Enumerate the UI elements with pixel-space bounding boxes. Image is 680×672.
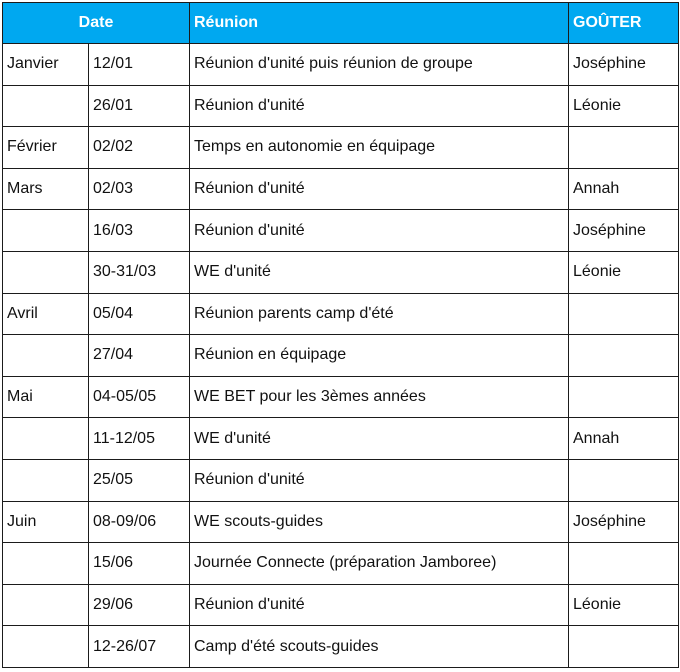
gouter-cell: Léonie (569, 584, 679, 626)
event-cell: Réunion en équipage (190, 335, 569, 377)
date-cell: 12/01 (89, 44, 190, 86)
gouter-cell (569, 543, 679, 585)
month-cell (3, 251, 89, 293)
event-cell: Réunion d'unité (190, 459, 569, 501)
table-row (3, 418, 679, 460)
event-cell: Réunion parents camp d'été (190, 293, 569, 335)
date-cell: 08-09/06 (89, 501, 190, 543)
month-cell: Février (3, 127, 89, 169)
event-cell: WE BET pour les 3èmes années (190, 376, 569, 418)
table-row (3, 293, 679, 335)
event-cell: Journée Connecte (préparation Jamboree) (190, 543, 569, 585)
table-row (3, 543, 679, 585)
date-cell: 27/04 (89, 335, 190, 377)
header-reunion: Réunion (190, 3, 569, 44)
gouter-cell: Annah (569, 168, 679, 210)
event-cell: Temps en autonomie en équipage (190, 127, 569, 169)
table-row (3, 335, 679, 377)
gouter-cell: Léonie (569, 251, 679, 293)
event-cell: Réunion d'unité (190, 168, 569, 210)
date-cell: 11-12/05 (89, 418, 190, 460)
month-cell (3, 459, 89, 501)
table-row (3, 626, 679, 668)
table-row (3, 85, 679, 127)
month-cell: Mars (3, 168, 89, 210)
table-row (3, 376, 679, 418)
date-cell: 02/02 (89, 127, 190, 169)
month-cell (3, 335, 89, 377)
event-cell: WE d'unité (190, 251, 569, 293)
date-cell: 02/03 (89, 168, 190, 210)
event-cell: Réunion d'unité (190, 210, 569, 252)
schedule-container (2, 2, 679, 668)
table-row (3, 584, 679, 626)
month-cell: Avril (3, 293, 89, 335)
gouter-cell (569, 626, 679, 668)
month-cell: Janvier (3, 44, 89, 86)
table-row (3, 459, 679, 501)
table-row (3, 168, 679, 210)
event-cell: Réunion d'unité puis réunion de groupe (190, 44, 569, 86)
date-cell: 25/05 (89, 459, 190, 501)
month-cell (3, 543, 89, 585)
gouter-cell (569, 127, 679, 169)
gouter-cell: Joséphine (569, 44, 679, 86)
event-cell: WE d'unité (190, 418, 569, 460)
date-cell: 16/03 (89, 210, 190, 252)
gouter-cell (569, 459, 679, 501)
table-row (3, 210, 679, 252)
month-cell: Juin (3, 501, 89, 543)
date-cell: 15/06 (89, 543, 190, 585)
month-cell (3, 584, 89, 626)
header-date: Date (3, 3, 190, 44)
month-cell (3, 210, 89, 252)
gouter-cell (569, 376, 679, 418)
event-cell: WE scouts-guides (190, 501, 569, 543)
month-cell (3, 626, 89, 668)
date-cell: 29/06 (89, 584, 190, 626)
gouter-cell: Joséphine (569, 501, 679, 543)
header-row (3, 3, 679, 44)
table-row (3, 501, 679, 543)
event-cell: Réunion d'unité (190, 584, 569, 626)
month-cell (3, 85, 89, 127)
table-row (3, 44, 679, 86)
table-row (3, 127, 679, 169)
gouter-cell: Joséphine (569, 210, 679, 252)
schedule-body (3, 44, 679, 668)
event-cell: Réunion d'unité (190, 85, 569, 127)
date-cell: 04-05/05 (89, 376, 190, 418)
event-cell: Camp d'été scouts-guides (190, 626, 569, 668)
gouter-cell: Annah (569, 418, 679, 460)
header-gouter: GOÛTER (569, 3, 679, 44)
gouter-cell (569, 335, 679, 377)
date-cell: 12-26/07 (89, 626, 190, 668)
date-cell: 05/04 (89, 293, 190, 335)
date-cell: 30-31/03 (89, 251, 190, 293)
schedule-table (2, 2, 679, 668)
date-cell: 26/01 (89, 85, 190, 127)
gouter-cell: Léonie (569, 85, 679, 127)
month-cell: Mai (3, 376, 89, 418)
table-row (3, 251, 679, 293)
gouter-cell (569, 293, 679, 335)
month-cell (3, 418, 89, 460)
